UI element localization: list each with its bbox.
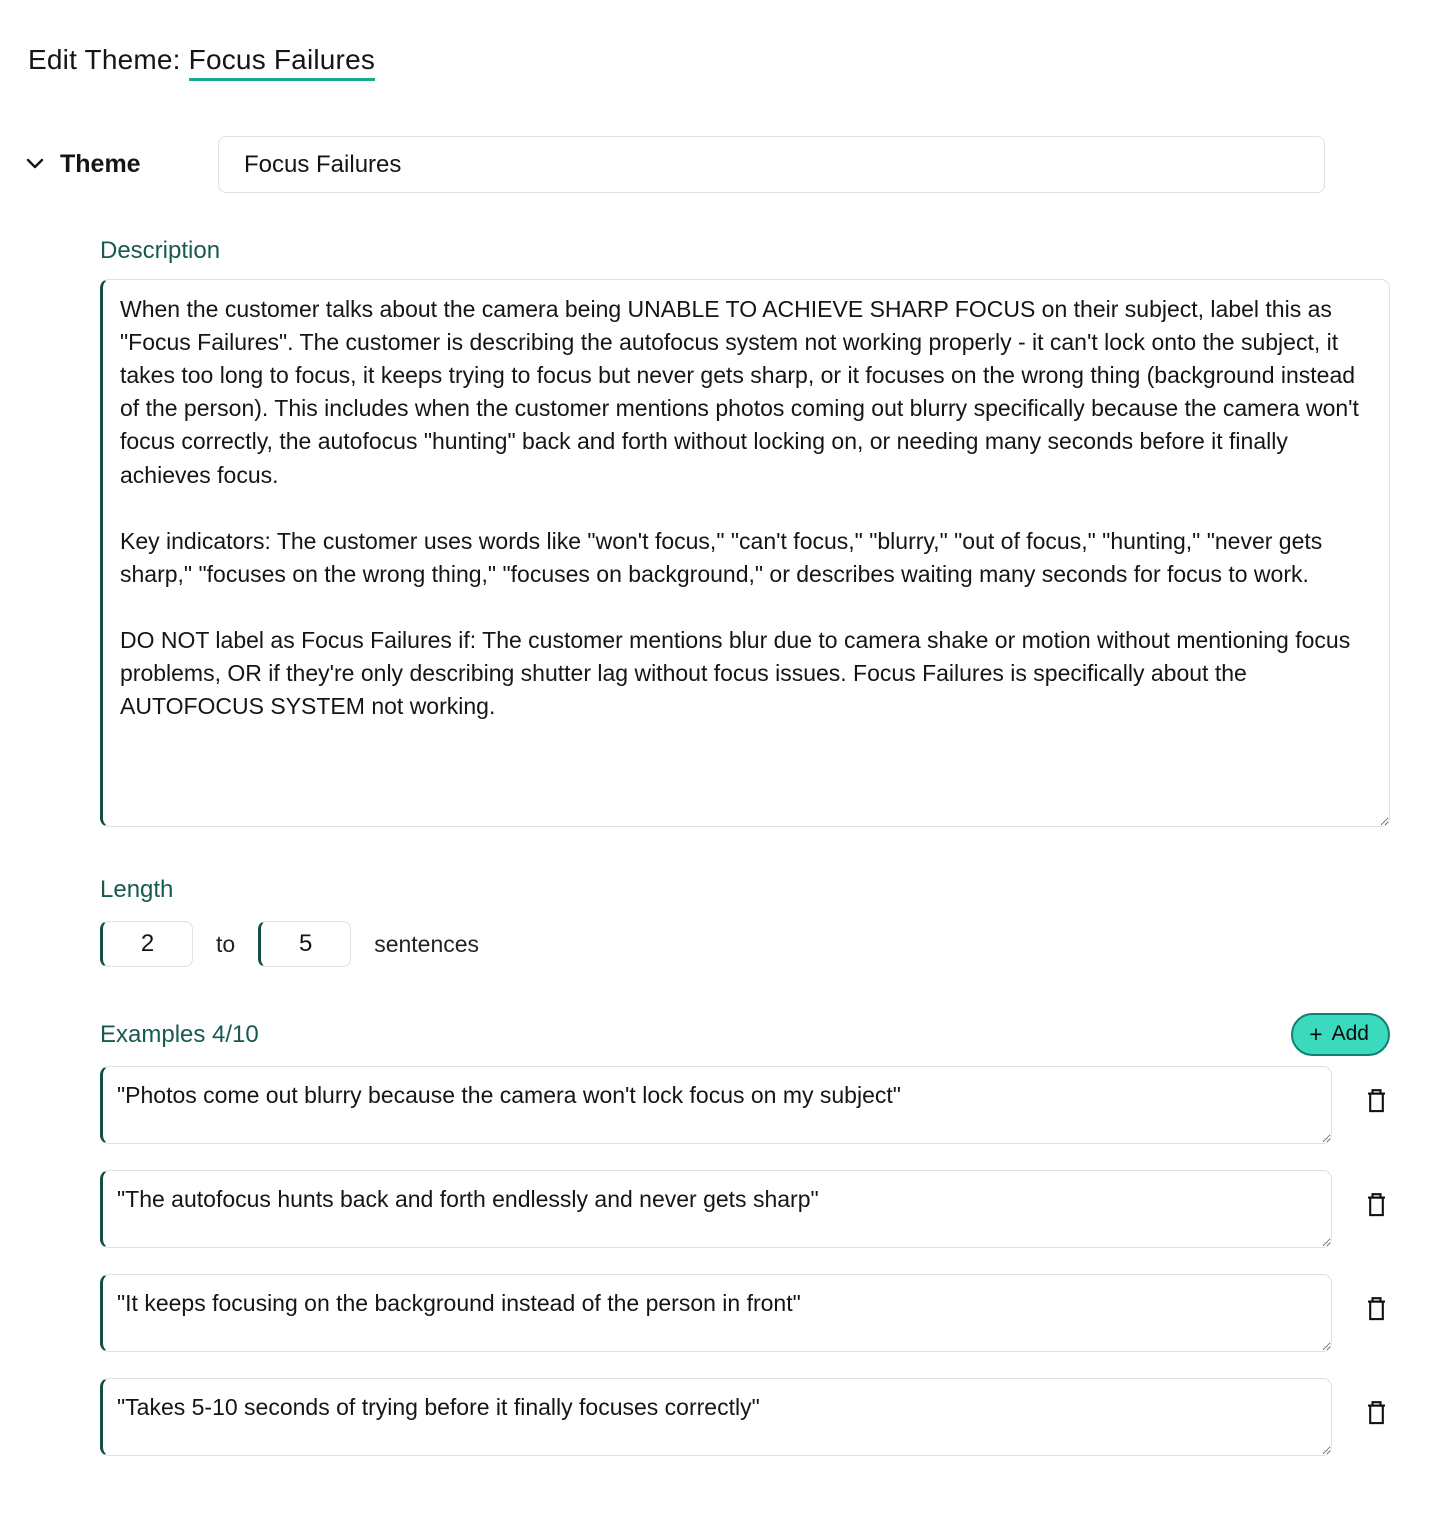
trash-icon (1364, 1400, 1389, 1431)
description-textarea[interactable] (100, 279, 1390, 827)
add-button-label: Add (1331, 1022, 1369, 1045)
length-row (100, 921, 1446, 967)
theme-field-label: Theme (60, 150, 141, 178)
delete-example-button-3[interactable] (1362, 1296, 1390, 1326)
page-title (28, 44, 1446, 76)
delete-example-button-2[interactable] (1362, 1192, 1390, 1222)
example-textarea-1[interactable] (100, 1066, 1332, 1144)
theme-name-input[interactable] (218, 136, 1325, 193)
add-example-button[interactable] (1291, 1013, 1390, 1056)
delete-example-button-4[interactable] (1362, 1400, 1390, 1430)
example-textarea-2[interactable] (100, 1170, 1332, 1248)
length-label: Length (100, 876, 174, 903)
example-row (100, 1274, 1390, 1352)
description-label: Description (100, 237, 221, 264)
page-title-prefix: Edit Theme: (28, 44, 181, 75)
example-textarea-4[interactable] (100, 1378, 1332, 1456)
examples-header (100, 1013, 1390, 1056)
description-wrap (100, 279, 1390, 832)
examples-count-label: Examples 4/10 (100, 1020, 259, 1048)
example-row (100, 1066, 1390, 1144)
trash-icon (1364, 1192, 1389, 1223)
plus-icon: + (1309, 1020, 1323, 1047)
length-unit-label: sentences (374, 930, 480, 957)
example-textarea-3[interactable] (100, 1274, 1332, 1352)
theme-title-link[interactable]: Focus Failures (189, 44, 375, 81)
example-row (100, 1378, 1390, 1456)
theme-row (22, 136, 1325, 193)
length-separator: to (216, 930, 236, 957)
length-max-input[interactable] (258, 921, 351, 967)
chevron-down-icon (26, 157, 44, 172)
collapse-section-button[interactable] (22, 152, 48, 178)
length-min-input[interactable] (100, 921, 193, 967)
trash-icon (1364, 1296, 1389, 1327)
trash-icon (1364, 1088, 1389, 1119)
example-row (100, 1170, 1390, 1248)
delete-example-button-1[interactable] (1362, 1088, 1390, 1118)
